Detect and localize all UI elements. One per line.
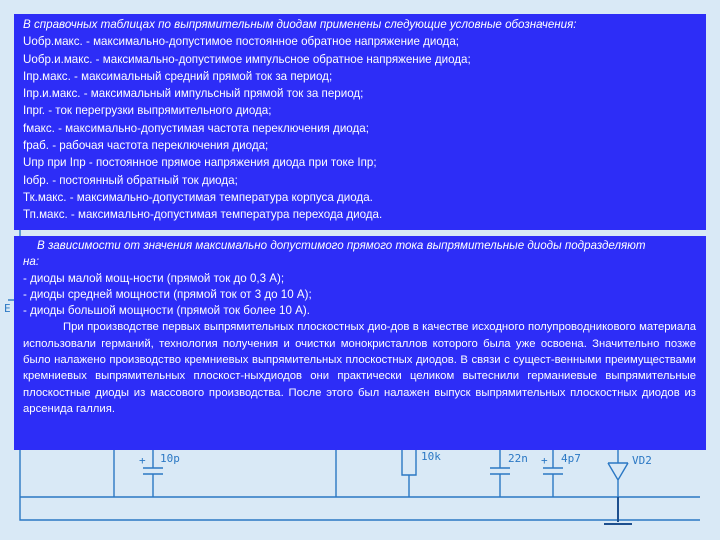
- notation-item: Iпр.и.макс. - максимальный импульсный прямой ток за период;: [23, 87, 364, 101]
- notation-item: Iпр.макс. - максимальный средний прямой ток за период;: [23, 69, 333, 83]
- schematic-label-vd2: VD2: [632, 454, 652, 467]
- history-paragraph: Пpи производстве первых выпрямительных плоскостных дио-дов в качестве исходного полупроводникового материала использовали германий, технология получения и очистки монокристаллов которого была уже освоена. Значительно позже было налажено производство кремниевых выпрямительных плоскостных диодов. В связи с сущест-венными преимуществами кремниевых выпрямительных плоскост-ныхдиодов они практически целиком вытеснили германиевые выпрямительные плоскостные диоды из массового производства. После этого был налажен выпуск выпрямительных плоскостных диодов из арсенида галлия.: [23, 321, 696, 415]
- notation-item: Uобр.и.макс. - максимально-допустимое импульсное обратное напряжение диода;: [23, 52, 471, 66]
- classification-panel: [14, 236, 706, 450]
- notation-panel: [14, 14, 706, 230]
- notation-item: Iпрг. - ток перегрузки выпрямительного диода;: [23, 104, 272, 118]
- diode-vd2: [608, 450, 628, 497]
- classification-item: - диоды малой мощ-ности (прямой ток до 0,3 А);: [23, 271, 285, 285]
- schematic-label-plus-2: +: [541, 454, 548, 467]
- notation-item: Тк.макс. - максимально-допустимая температура корпуса диода.: [23, 190, 373, 204]
- schematic-label-c1: 10р: [160, 452, 180, 465]
- notation-item: fмакс. - максимально-допустимая частота переключения диода;: [23, 121, 369, 135]
- notation-intro: В справочных таблицах по выпрямительным диодам применены следующие условные обозначения:: [23, 18, 577, 31]
- schematic-label-c3: 4р7: [561, 452, 581, 465]
- classification-intro: В зависимости от значения максимально допустимого прямого тока выпрямительные диоды подразделяют на:: [23, 239, 646, 269]
- capacitor-c2: [490, 450, 510, 497]
- notation-item: Iобр. - постоянный обратный ток диода;: [23, 173, 238, 187]
- notation-item: Uпр при Iпр - постоянное прямое напряжения диода при токе Iпр;: [23, 156, 377, 170]
- notation-item: Uобр.макс. - максимально-допустимое постоянное обратное напряжение диода;: [23, 35, 459, 49]
- classification-item: - диоды средней мощности (прямой ток от 3 до 10 А);: [23, 287, 312, 301]
- schematic-label-plus-1: +: [139, 454, 146, 467]
- schematic-label-r1: 10k: [421, 450, 441, 463]
- classification-item: - диоды большой мощности (прямой ток более 10 А).: [23, 304, 310, 318]
- notation-item: Тп.макс. - максимально-допустимая температура перехода диода.: [23, 208, 383, 222]
- notation-item: fраб. - рабочая частота переключения диода;: [23, 139, 269, 153]
- schematic-label-c2: 22n: [508, 452, 528, 465]
- schematic-label-edge: Е: [4, 302, 11, 315]
- resistor-r1: [402, 450, 416, 497]
